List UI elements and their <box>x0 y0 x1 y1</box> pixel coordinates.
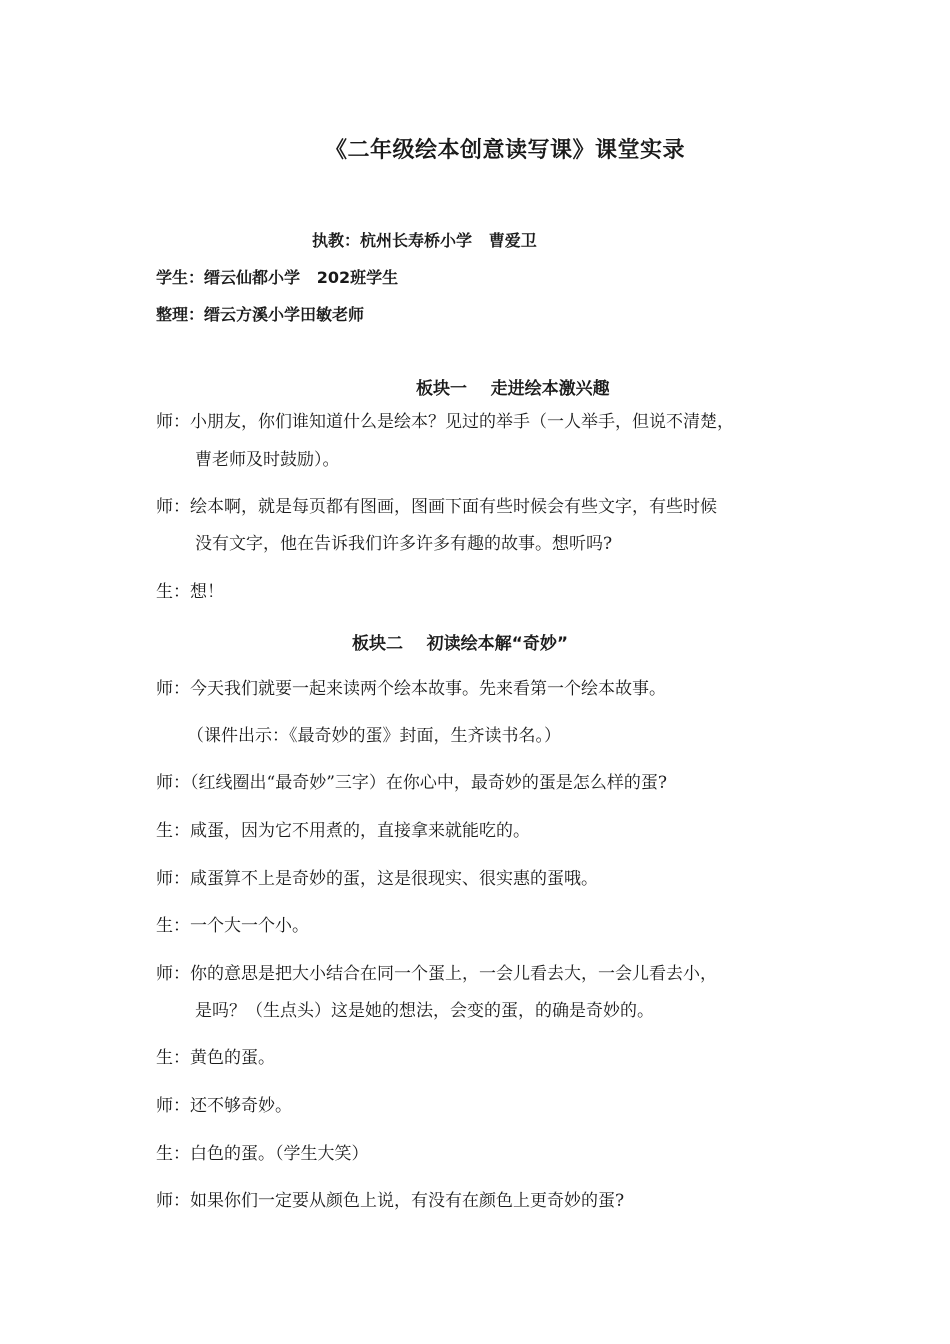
speaker-label: 师： <box>156 1191 190 1211</box>
speaker-label: 生： <box>156 582 190 602</box>
dialogue-continuation: 曹老师及时鼓励）。 <box>195 450 340 470</box>
document-title: 《二年级绘本创意读写课》课堂实录 <box>324 138 685 163</box>
speaker-label: 师： <box>156 497 190 517</box>
dialogue-line <box>156 771 667 795</box>
dialogue-line <box>156 1046 275 1070</box>
speaker-label: 生： <box>156 916 190 936</box>
dialogue-text: 想！ <box>190 582 224 602</box>
dialogue-text: （红线圈出“最奇妙”三字）在你心中，最奇妙的蛋是怎么样的蛋? <box>190 773 667 793</box>
dialogue-line <box>156 867 598 891</box>
speaker-label: 师： <box>156 679 190 699</box>
dialogue-line <box>156 914 309 938</box>
dialogue-text: 一个大一个小。 <box>190 916 309 936</box>
section-heading-1: 板块一 走进绘本激兴趣 <box>416 379 610 399</box>
speaker-label: 生： <box>156 821 190 841</box>
speaker-label: 生： <box>156 1144 190 1164</box>
dialogue-text: 绘本啊，就是每页都有图画，图画下面有些时候会有些文字，有些时候 <box>190 497 717 517</box>
dialogue-text: 今天我们就要一起来读两个绘本故事。先来看第一个绘本故事。 <box>190 679 666 699</box>
dialogue-text: 你的意思是把大小结合在同一个蛋上，一会儿看去大，一会儿看去小， <box>190 964 717 984</box>
dialogue-line <box>156 1189 624 1213</box>
stage-note: （课件出示：《最奇妙的蛋》封面，生齐读书名。） <box>187 726 561 746</box>
dialogue-line <box>156 819 530 843</box>
dialogue-text: 咸蛋算不上是奇妙的蛋，这是很现实、很实惠的蛋哦。 <box>190 869 598 889</box>
dialogue-line <box>156 677 666 701</box>
speaker-label: 师： <box>156 869 190 889</box>
dialogue-continuation: 没有文字，他在告诉我们许多许多有趣的故事。想听吗? <box>195 534 613 554</box>
dialogue-continuation: 是吗？（生点头）这是她的想法，会变的蛋，的确是奇妙的。 <box>195 1001 654 1021</box>
teacher-line: 执教：杭州长寿桥小学 曹爱卫 <box>312 231 537 250</box>
dialogue-text: 白色的蛋。（学生大笑） <box>190 1144 369 1164</box>
speaker-label: 师： <box>156 412 190 432</box>
dialogue-line <box>156 1094 292 1118</box>
dialogue-text: 咸蛋，因为它不用煮的，直接拿来就能吃的。 <box>190 821 530 841</box>
dialogue-text: 如果你们一定要从颜色上说，有没有在颜色上更奇妙的蛋? <box>190 1191 625 1211</box>
dialogue-line <box>156 962 717 986</box>
dialogue-line <box>156 580 224 604</box>
dialogue-text: 黄色的蛋。 <box>190 1048 275 1068</box>
students-line: 学生：缙云仙都小学 202班学生 <box>156 268 399 287</box>
speaker-label: 师： <box>156 964 190 984</box>
speaker-label: 师： <box>156 773 190 793</box>
dialogue-line <box>156 495 717 519</box>
dialogue-line <box>156 1142 369 1166</box>
editor-line: 整理：缙云方溪小学田敏老师 <box>156 305 365 324</box>
dialogue-line <box>156 410 734 434</box>
dialogue-text: 还不够奇妙。 <box>190 1096 292 1116</box>
speaker-label: 生： <box>156 1048 190 1068</box>
section-heading-2: 板块二 初读绘本解“奇妙” <box>352 634 569 654</box>
speaker-label: 师： <box>156 1096 190 1116</box>
dialogue-text: 小朋友，你们谁知道什么是绘本？见过的举手（一人举手，但说不清楚， <box>190 412 734 432</box>
